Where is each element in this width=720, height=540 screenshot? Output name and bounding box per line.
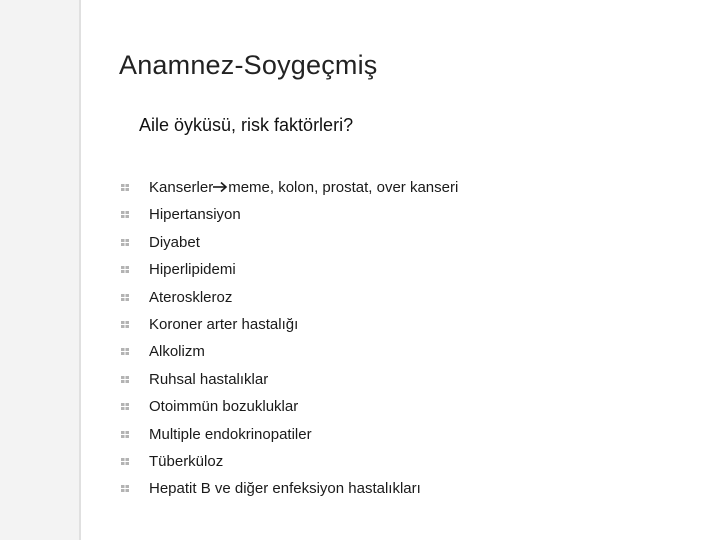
bullet-text: Ateroskleroz	[149, 288, 233, 306]
bullet-text: Hiperlipidemi	[149, 261, 236, 279]
bullet-text-after: meme, kolon, prostat, over kanseri	[228, 179, 459, 196]
square-bullet-icon	[121, 376, 129, 383]
bullet-text: Hipertansiyon	[149, 206, 241, 224]
left-band-divider	[79, 0, 81, 540]
square-bullet-icon	[121, 239, 129, 246]
square-bullet-icon	[121, 485, 129, 492]
bullet-text	[149, 174, 458, 201]
bullet-text: Otoimmün bozukluklar	[149, 398, 299, 416]
bullet-text: Alkolizm	[149, 343, 205, 361]
square-bullet-icon	[121, 348, 129, 355]
right-arrow-icon	[213, 175, 228, 187]
square-bullet-icon	[121, 294, 129, 301]
left-decorative-band	[0, 0, 79, 540]
bullet-text: Tüberküloz	[149, 452, 224, 470]
square-bullet-icon	[121, 211, 129, 218]
bullet-text-before: Kanserler	[149, 179, 214, 196]
square-bullet-icon	[121, 403, 129, 410]
bullet-text: Multiple endokrinopatiler	[149, 425, 312, 443]
bullet-text: Diyabet	[149, 233, 200, 251]
square-bullet-icon	[121, 458, 129, 465]
square-bullet-icon	[121, 321, 129, 328]
bullet-text: Hepatit B ve diğer enfeksiyon hastalıkları	[149, 480, 421, 498]
square-bullet-icon	[121, 431, 129, 438]
bullet-text: Ruhsal hastalıklar	[149, 370, 269, 388]
slide-title: Anamnez-Soygeçmiş	[119, 50, 378, 80]
bullet-text: Koroner arter hastalığı	[149, 315, 299, 333]
slide-subtitle: Aile öyküsü, risk faktörleri?	[139, 115, 354, 135]
square-bullet-icon	[121, 266, 129, 273]
square-bullet-icon	[121, 184, 129, 191]
